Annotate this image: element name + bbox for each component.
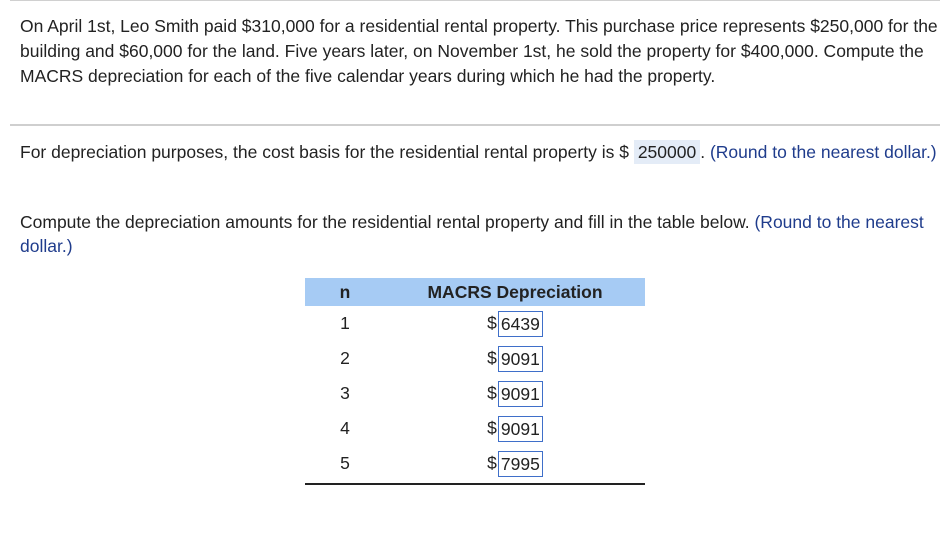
header-macrs-depreciation: MACRS Depreciation <box>427 282 603 302</box>
currency-symbol: $ <box>487 418 497 438</box>
section-divider <box>10 124 940 126</box>
row-depreciation <box>385 311 645 337</box>
depreciation-input-year-5[interactable]: 7995 <box>498 451 543 477</box>
currency-symbol: $ <box>487 313 497 333</box>
depreciation-input-year-1[interactable]: 6439 <box>498 311 543 337</box>
question-depreciation <box>20 210 938 258</box>
table-header <box>305 278 645 306</box>
table-row <box>305 306 645 341</box>
row-n: 5 <box>340 453 350 473</box>
row-n: 3 <box>340 383 350 403</box>
question-depreciation-text: Compute the depreciation amounts for the residential rental property and fill in the table below. <box>20 212 750 232</box>
row-depreciation <box>385 416 645 442</box>
top-rule <box>10 0 940 1</box>
table-row <box>305 341 645 376</box>
currency-symbol: $ <box>487 348 497 368</box>
cost-basis-hint: (Round to the nearest dollar.) <box>709 142 937 162</box>
depreciation-input-year-2[interactable]: 9091 <box>498 346 543 372</box>
table-row <box>305 376 645 411</box>
macrs-table <box>305 278 645 485</box>
row-depreciation <box>385 381 645 407</box>
row-n: 4 <box>340 418 350 438</box>
currency-symbol: $ <box>487 383 497 403</box>
depreciation-hint: (Round to the nearest dollar.) <box>20 212 924 256</box>
question-cost-basis-text: For depreciation purposes, the cost basis for the residential rental property is $ <box>20 142 629 162</box>
depreciation-input-year-4[interactable]: 9091 <box>498 416 543 442</box>
depreciation-input-year-3[interactable]: 9091 <box>498 381 543 407</box>
problem-statement: On April 1st, Leo Smith paid $310,000 for a residential rental property. This purchase price represents $250,000 for the building and $60,000 for the land. Five years later, on November 1st, he sold the property for $400,000. Compute the MACRS depreciation for each of the five calendar years during which he had the property. <box>20 16 938 86</box>
header-n: n <box>339 282 351 302</box>
table-row <box>305 411 645 446</box>
row-n: 1 <box>340 313 350 333</box>
question-cost-basis-period: . <box>700 142 706 162</box>
row-n: 2 <box>340 348 350 368</box>
row-depreciation <box>385 346 645 372</box>
cost-basis-answer[interactable]: 250000 <box>634 140 700 164</box>
table-bottom-rule <box>305 483 645 485</box>
table-row <box>305 446 645 481</box>
question-cost-basis <box>20 138 938 167</box>
currency-symbol: $ <box>487 453 497 473</box>
row-depreciation <box>385 451 645 477</box>
